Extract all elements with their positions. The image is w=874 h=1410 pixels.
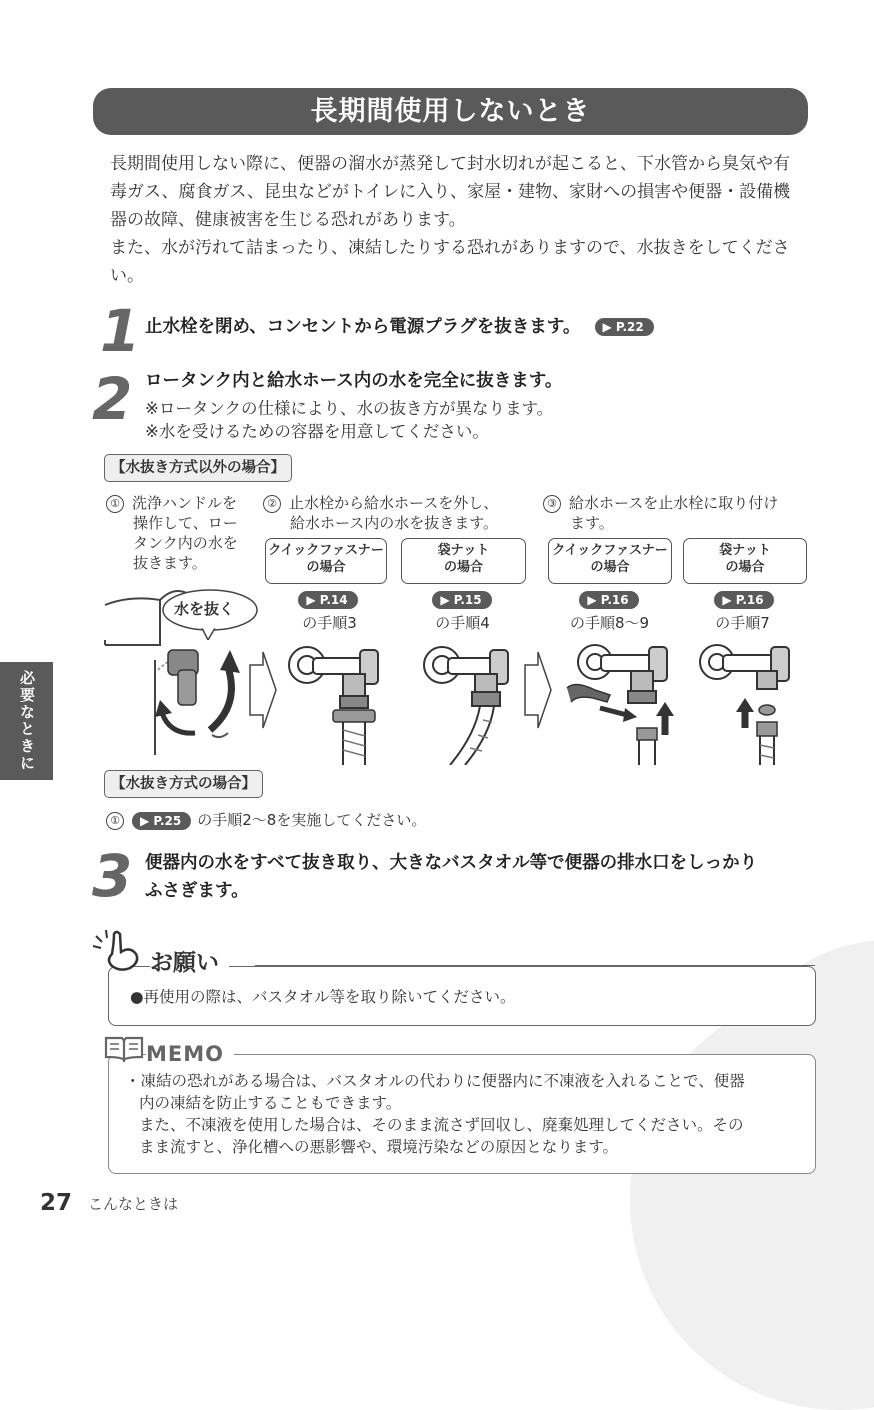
page-title: 長期間使用しないとき: [93, 88, 808, 135]
step-1-label: 止水栓を閉め、コンセントから電源プラグを抜きます。: [145, 317, 581, 337]
step-2-note-1: ※ロータンクの仕様により、水の抜き方が異なります。: [145, 399, 554, 418]
page-ref-link[interactable]: ▶ P.16: [714, 591, 773, 609]
footer-section-title: こんなときは: [88, 1195, 179, 1213]
step-1-text: [145, 314, 654, 341]
substep-3-line: ます。: [570, 514, 614, 532]
intro-paragraph-1: 長期間使用しない際に、便器の溜水が蒸発して封水切れが起こると、下水管から臭気や有毒ガス、腐食ガス、昆虫などがトイレに入り、家屋・建物、家財への損害や便器・設備機器の故障、健康被害を生じる恐れがあります。: [110, 154, 791, 230]
case-box-bag-nut: [401, 538, 526, 584]
case-subtitle: の場合: [590, 560, 630, 575]
bubble-text: 水を抜く: [174, 600, 235, 618]
case-title: クイックファスナー: [552, 543, 668, 558]
case-box-quick-fastener: [265, 538, 387, 584]
substep-1-line: タンク内の水を: [133, 534, 238, 552]
step-2-text: ロータンク内と給水ホース内の水を完全に抜きます。: [145, 371, 563, 391]
page-ref-link-wrap: [571, 589, 647, 609]
substep-2: [263, 493, 498, 533]
case-title: 袋ナット: [719, 543, 771, 558]
memo-text: [125, 1070, 795, 1158]
next-arrow-icon: [523, 650, 553, 730]
case-box-bag-nut: [683, 538, 807, 584]
intro-paragraph-2: また、水が汚れて詰まったり、凍結したりする恐れがありますので、水抜きをしてください。: [110, 238, 790, 286]
page-ref-link[interactable]: ▶ P.22: [595, 318, 654, 336]
memo-line: ・凍結の恐れがある場合は、バスタオルの代わりに便器内に不凍液を入れることで、便器: [125, 1072, 745, 1090]
page-ref-link-wrap: [706, 589, 782, 609]
page-ref-link[interactable]: ▶ P.16: [579, 591, 638, 609]
step-3-number: 3: [92, 842, 133, 910]
step-1-number: 1: [100, 297, 141, 365]
substep-1-line: 洗浄ハンドルを: [132, 494, 238, 512]
substep-1: [106, 493, 238, 573]
substep-1-number: ①: [106, 495, 124, 513]
substep-2-line: 止水栓から給水ホースを外し、: [289, 494, 499, 512]
section-b-number: ①: [106, 812, 124, 830]
step-2-note-2: ※水を受けるための容器を用意してください。: [145, 422, 489, 441]
substep-2-line: 給水ホース内の水を抜きます。: [290, 514, 499, 532]
page-ref-link-wrap: [424, 589, 500, 609]
case-title: 袋ナット: [437, 543, 490, 558]
book-icon: [104, 1034, 144, 1062]
section-b-text: の手順2～8を実施してください。: [197, 811, 427, 829]
faucet-quick-fastener-detached: [285, 640, 395, 765]
step-3-line-2: ふさぎます。: [145, 881, 249, 901]
memo-line: まま流すと、浄化槽への悪影響や、環境汚染などの原因となります。: [139, 1138, 618, 1156]
onegai-heading: お願い: [150, 944, 229, 977]
procedure-step-ref: の手順4: [435, 614, 490, 632]
procedure-step-ref: の手順7: [715, 614, 770, 632]
page-number: 27: [40, 1190, 73, 1216]
page-ref-link-wrap: [290, 589, 366, 609]
memo-line: また、不凍液を使用した場合は、そのまま流さず回収し、廃棄処理してください。その: [139, 1116, 744, 1134]
case-subtitle: の場合: [443, 560, 483, 575]
memo-line: 内の凍結を防止することもできます。: [139, 1094, 402, 1112]
procedure-step-ref: の手順3: [302, 614, 357, 632]
divider: [255, 965, 815, 966]
procedure-step-ref: の手順8～9: [569, 614, 650, 632]
memo-heading: MEMO: [146, 1042, 234, 1066]
onegai-text: ●再使用の際は、バスタオル等を取り除いてください。: [130, 988, 516, 1006]
faucet-bag-nut-attach: [695, 640, 805, 765]
substep-3-number: ③: [543, 495, 561, 513]
step-2-number: 2: [92, 365, 133, 433]
section-label-drain: 【水抜き方式の場合】: [104, 770, 263, 798]
case-subtitle: の場合: [306, 560, 346, 575]
page-ref-link[interactable]: ▶ P.25: [132, 812, 191, 830]
case-title: クイックファスナー: [268, 543, 384, 558]
substep-3-line: 給水ホースを止水栓に取り付け: [569, 494, 779, 512]
page-ref-link[interactable]: ▶ P.14: [298, 591, 357, 609]
faucet-quick-fastener-attach: [565, 640, 685, 765]
request-hand-icon: [90, 928, 148, 972]
substep-1-line: 操作して、ロー: [133, 514, 238, 532]
next-arrow-icon: [248, 650, 278, 730]
case-box-quick-fastener: [548, 538, 672, 584]
step-3-line-1: 便器内の水をすべて抜き取り、大きなバスタオル等で便器の排水口をしっかり: [145, 853, 758, 873]
case-subtitle: の場合: [725, 560, 765, 575]
faucet-bag-nut-detached: [420, 640, 520, 765]
intro-text: [110, 150, 800, 290]
substep-2-number: ②: [263, 495, 281, 513]
divider: [245, 1054, 810, 1055]
side-tab[interactable]: 必要なときに: [0, 662, 53, 780]
substep-3: [543, 493, 778, 533]
section-b-instruction: [106, 810, 426, 830]
substep-1-line: 抜きます。: [133, 554, 207, 572]
section-label-non-drain: 【水抜き方式以外の場合】: [104, 454, 292, 482]
page-ref-link[interactable]: ▶ P.15: [432, 591, 491, 609]
